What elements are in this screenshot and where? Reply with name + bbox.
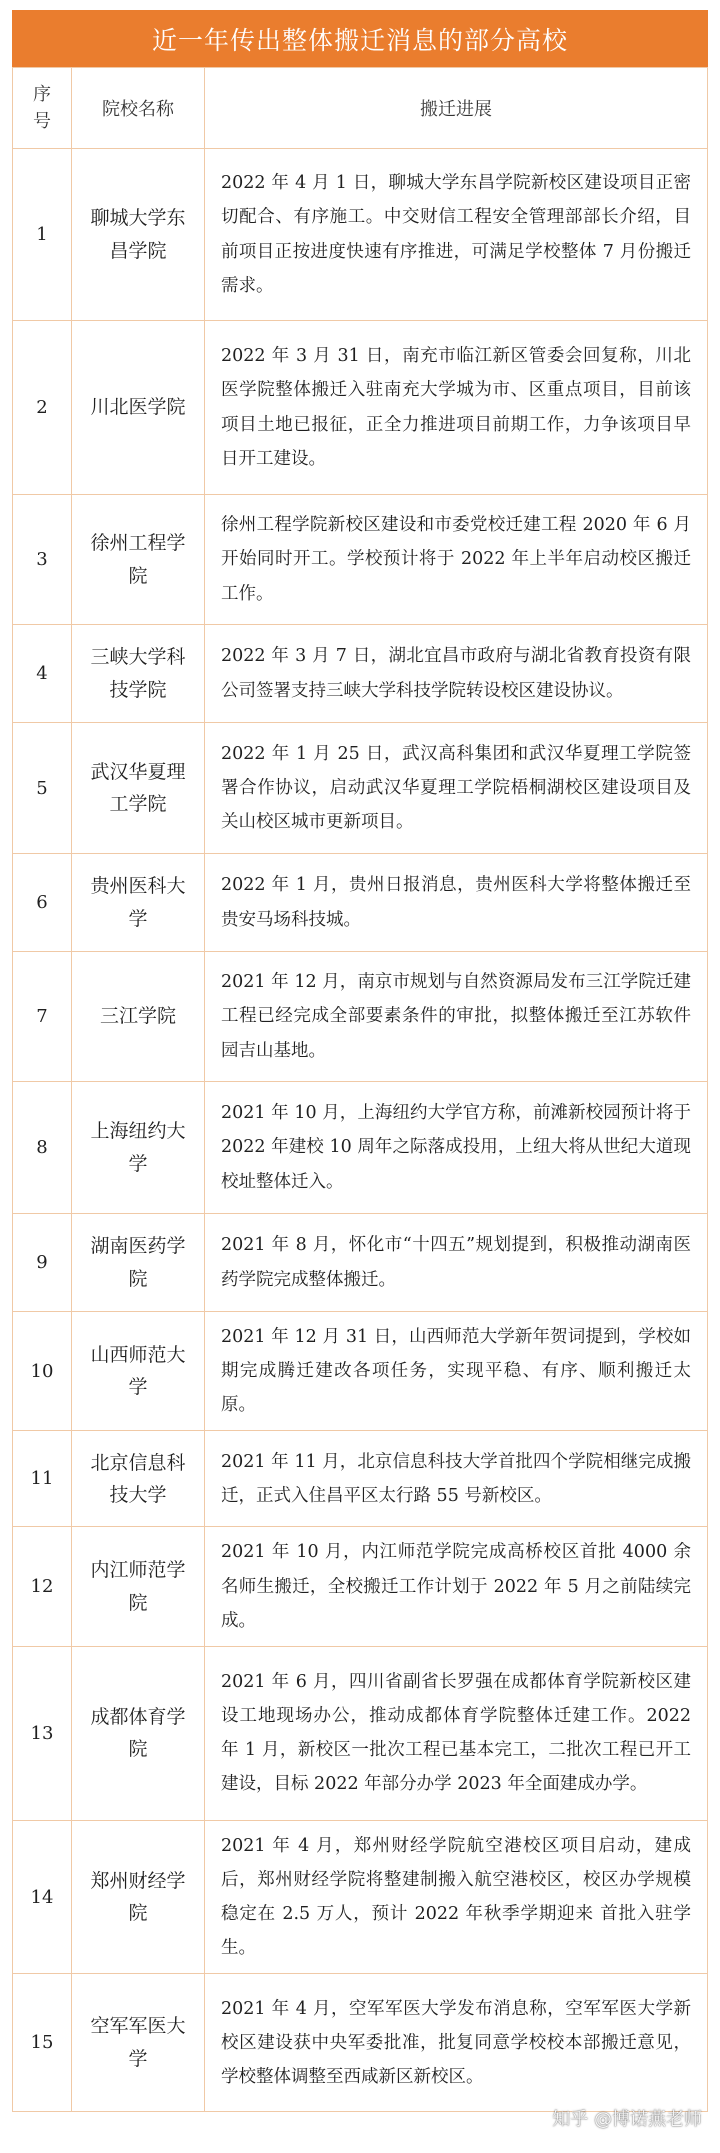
table-row — [13, 1820, 708, 1974]
row-number: 6 — [13, 854, 72, 952]
row-number: 9 — [13, 1214, 72, 1312]
school-name: 三江学院 — [72, 952, 205, 1082]
relocation-progress: 2021 年 4 月，郑州财经学院航空港校区项目启动，建成后，郑州财经学院将整建制搬入航空港校区，校区办学规模稳定在 2.5 万人，预计 2022 年秋季学期迎来 首批入驻学生。 — [205, 1820, 708, 1974]
relocation-table — [12, 67, 708, 2112]
row-number: 15 — [13, 1974, 72, 2112]
school-name: 聊城大学东昌学院 — [72, 149, 205, 321]
school-name: 徐州工程学院 — [72, 495, 205, 625]
row-number: 1 — [13, 149, 72, 321]
table-row — [13, 723, 708, 854]
row-number: 12 — [13, 1527, 72, 1646]
relocation-progress: 2021 年 12 月，南京市规划与自然资源局发布三江学院迁建工程已经完成全部要素条件的审批，拟整体搬迁至江苏软件园吉山基地。 — [205, 952, 708, 1082]
table-row — [13, 1214, 708, 1312]
table-row — [13, 495, 708, 625]
relocation-progress: 2021 年 10 月，内江师范学院完成高桥校区首批 4000 余名师生搬迁，全校搬迁工作计划于 2022 年 5 月之前陆续完成。 — [205, 1527, 708, 1646]
table-row — [13, 854, 708, 952]
table-row — [13, 1431, 708, 1527]
relocation-progress: 2022 年 3 月 31 日，南充市临江新区管委会回复称，川北医学院整体搬迁入驻南充大学城为市、区重点项目，目前该项目土地已报征，正全力推进项目前期工作，力争该项目早日开工建设。 — [205, 321, 708, 495]
table-row — [13, 1974, 708, 2112]
table-row — [13, 1527, 708, 1646]
school-name: 上海纽约大学 — [72, 1082, 205, 1214]
relocation-progress: 2021 年 4 月，空军军医大学发布消息称，空军军医大学新校区建设获中央军委批准，批复同意学校校本部搬迁意见，学校整体调整至西咸新区新校区。 — [205, 1974, 708, 2112]
row-number: 14 — [13, 1820, 72, 1974]
table-row — [13, 1646, 708, 1820]
relocation-progress: 2022 年 1 月 25 日，武汉高科集团和武汉华夏理工学院签署合作协议，启动武汉华夏理工学院梧桐湖校区建设项目及关山校区城市更新项目。 — [205, 723, 708, 854]
row-number: 7 — [13, 952, 72, 1082]
relocation-progress: 2021 年 6 月，四川省副省长罗强在成都体育学院新校区建设工地现场办公，推动成都体育学院整体迁建工作。2022 年 1 月，新校区一批次工程已基本完工，二批次工程已开工建设，目标 2022 年部分办学 2023 年全面建成办学。 — [205, 1646, 708, 1820]
school-name: 郑州财经学院 — [72, 1820, 205, 1974]
row-number: 2 — [13, 321, 72, 495]
table-row — [13, 625, 708, 723]
school-name: 空军军医大学 — [72, 1974, 205, 2112]
header-row — [13, 68, 708, 149]
header-progress: 搬迁进展 — [205, 68, 708, 149]
row-number: 10 — [13, 1312, 72, 1431]
row-number: 3 — [13, 495, 72, 625]
relocation-progress: 2021 年 11 月，北京信息科技大学首批四个学院相继完成搬迁，正式入住昌平区太行路 55 号新校区。 — [205, 1431, 708, 1527]
header-name: 院校名称 — [72, 68, 205, 149]
school-name: 湖南医药学院 — [72, 1214, 205, 1312]
relocation-progress: 2021 年 10 月，上海纽约大学官方称，前滩新校园预计将于 2022 年建校 10 周年之际落成投用，上纽大将从世纪大道现校址整体迁入。 — [205, 1082, 708, 1214]
relocation-progress: 徐州工程学院新校区建设和市委党校迁建工程 2020 年 6 月开始同时开工。学校预计将于 2022 年上半年启动校区搬迁工作。 — [205, 495, 708, 625]
school-name: 成都体育学院 — [72, 1646, 205, 1820]
row-number: 8 — [13, 1082, 72, 1214]
relocation-progress: 2022 年 3 月 7 日，湖北宜昌市政府与湖北省教育投资有限公司签署支持三峡大学科技学院转设校区建设协议。 — [205, 625, 708, 723]
school-name: 山西师范大学 — [72, 1312, 205, 1431]
table-row — [13, 952, 708, 1082]
relocation-progress: 2022 年 1 月，贵州日报消息，贵州医科大学将整体搬迁至贵安马场科技城。 — [205, 854, 708, 952]
table-row — [13, 1082, 708, 1214]
watermark: 知乎 @博诺燕老师 — [552, 2109, 702, 2130]
row-number: 13 — [13, 1646, 72, 1820]
row-number: 11 — [13, 1431, 72, 1527]
school-name: 三峡大学科技学院 — [72, 625, 205, 723]
school-name: 武汉华夏理工学院 — [72, 723, 205, 854]
row-number: 4 — [13, 625, 72, 723]
table-row — [13, 149, 708, 321]
row-number: 5 — [13, 723, 72, 854]
school-name: 贵州医科大学 — [72, 854, 205, 952]
school-name: 北京信息科技大学 — [72, 1431, 205, 1527]
table-title: 近一年传出整体搬迁消息的部分高校 — [12, 10, 708, 67]
relocation-progress: 2022 年 4 月 1 日，聊城大学东昌学院新校区建设项目正密切配合、有序施工。中交财信工程安全管理部部长介绍，目前项目正按进度快速有序推进，可满足学校整体 7 月份搬迁需求。 — [205, 149, 708, 321]
school-name: 川北医学院 — [72, 321, 205, 495]
table-row — [13, 1312, 708, 1431]
relocation-progress: 2021 年 12 月 31 日，山西师范大学新年贺词提到，学校如期完成腾迁建改各项任务，实现平稳、有序、顺利搬迁太原。 — [205, 1312, 708, 1431]
school-name: 内江师范学院 — [72, 1527, 205, 1646]
relocation-progress: 2021 年 8 月，怀化市“十四五”规划提到，积极推动湖南医药学院完成整体搬迁。 — [205, 1214, 708, 1312]
header-no: 序号 — [13, 68, 72, 149]
table-row — [13, 321, 708, 495]
